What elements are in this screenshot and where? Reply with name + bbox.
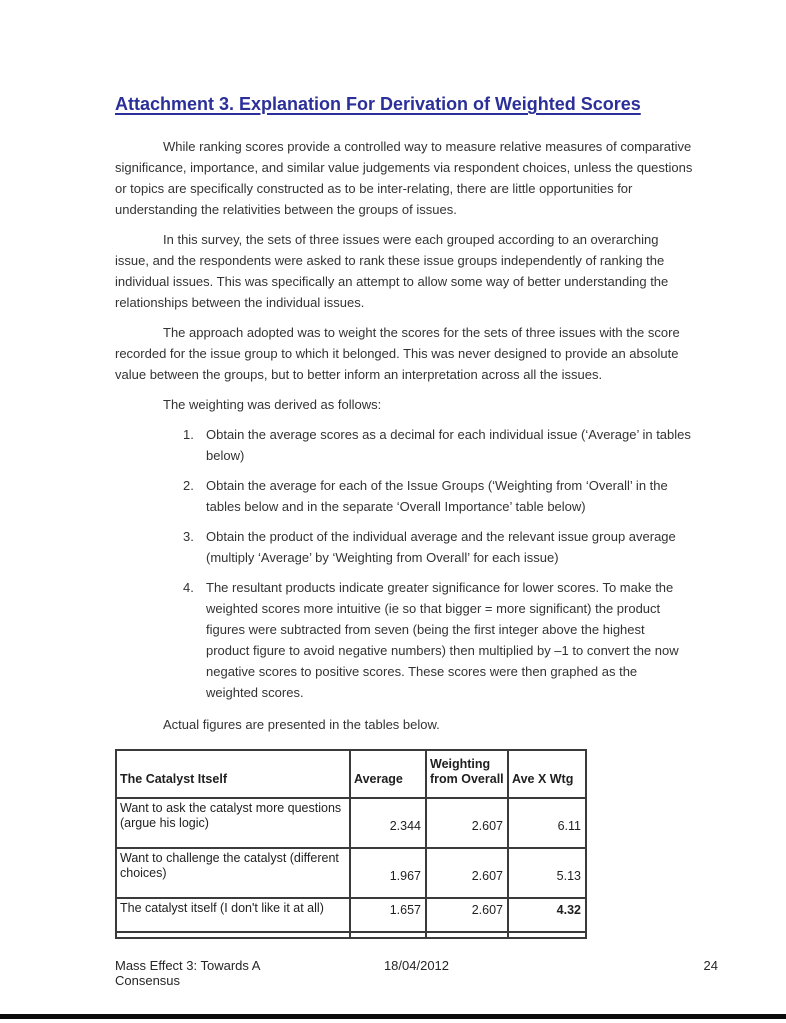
- list-number: 1.: [183, 427, 194, 442]
- header-cell-catalyst-itself: The Catalyst Itself: [116, 750, 350, 798]
- list-text: Obtain the product of the individual average and the relevant issue group average (multiply ‘Average’ by ‘Weighting from Overall’ for each issue): [206, 529, 676, 565]
- list-number: 2.: [183, 478, 194, 493]
- footer-date: 18/04/2012: [383, 958, 450, 973]
- list-text: Obtain the average for each of the Issue Groups (‘Weighting from ‘Overall’ in the tables below and in the separate ‘Overall Importance’ table below): [206, 478, 668, 514]
- page-title: Attachment 3. Explanation For Derivation of Weighted Scores: [115, 94, 641, 114]
- cell-average-value: 1.657: [350, 898, 426, 932]
- footer-page-number: 24: [703, 958, 718, 973]
- cell-weighting-value: 2.607: [426, 798, 508, 848]
- cell-weighting-value: 2.607: [426, 898, 508, 932]
- catalyst-scores-table: [115, 749, 587, 939]
- cell-ave-x-wtg-value: 5.13: [508, 848, 586, 898]
- cell-issue-label: The catalyst itself (I don't like it at all): [116, 898, 350, 932]
- document-page: [115, 93, 693, 939]
- list-item-3: [183, 526, 691, 568]
- derivation-steps-list: [183, 424, 691, 703]
- table-header-row: [116, 750, 586, 798]
- table-row-catalyst-itself: [116, 898, 586, 932]
- header-cell-average: Average: [350, 750, 426, 798]
- list-number: 4.: [183, 580, 194, 595]
- cell-ave-x-wtg-value: 6.11: [508, 798, 586, 848]
- page-bottom-edge-bar: [0, 1014, 786, 1019]
- tables-intro-line: Actual figures are presented in the tables below.: [163, 717, 440, 732]
- header-cell-weighting-from-overall: Weighting from Overall: [426, 750, 508, 798]
- cell-average-value: 2.344: [350, 798, 426, 848]
- list-item-2: [183, 475, 691, 517]
- cell-ave-x-wtg-value: 4.32: [508, 898, 586, 932]
- cell-issue-label: Want to challenge the catalyst (different choices): [116, 848, 350, 898]
- cell-weighting-value: 2.607: [426, 848, 508, 898]
- list-number: 3.: [183, 529, 194, 544]
- header-cell-ave-x-wtg: Ave X Wtg: [508, 750, 586, 798]
- page-footer: [115, 958, 718, 988]
- paragraph-intro-ranking: While ranking scores provide a controlled way to measure relative measures of comparative significance, importance, and similar value judgements via respondent choices, unless the questions or topics are specifically constructed as to be inter-relating, there are little opportunities for understanding the relativities between the groups of issues.: [115, 139, 693, 217]
- list-item-1: [183, 424, 691, 466]
- table-row-challenge-catalyst: [116, 848, 586, 898]
- paragraph-weighting-lead: The weighting was derived as follows:: [163, 397, 382, 412]
- list-text: Obtain the average scores as a decimal for each individual issue (‘Average’ in tables below): [206, 427, 691, 463]
- table-empty-row: [116, 932, 586, 938]
- cell-issue-label: Want to ask the catalyst more questions (argue his logic): [116, 798, 350, 848]
- paragraph-survey-groups: In this survey, the sets of three issues were each grouped according to an overarching issue, and the respondents were asked to rank these issue groups independently of ranking the individual issues. This was specifically an attempt to allow some way of better understanding the relationships between the individual issues.: [115, 232, 669, 310]
- cell-average-value: 1.967: [350, 848, 426, 898]
- table-row-ask-questions: [116, 798, 586, 848]
- footer-doc-title: Mass Effect 3: Towards A Consensus: [115, 958, 260, 988]
- list-item-4: [183, 577, 691, 703]
- list-text: The resultant products indicate greater significance for lower scores. To make the weighted scores more intuitive (ie so that bigger = more significant) the product figures were subtracted from seven (being the first integer above the highest product figure to avoid negative numbers) then multiplied by –1 to convert the now negative scores to positive scores. These scores were then graphed as the weighted scores.: [206, 580, 679, 700]
- paragraph-approach: The approach adopted was to weight the scores for the sets of three issues with the score recorded for the issue group to which it belonged. This was never designed to provide an absolute value between the groups, but to better inform an interpretation across all the issues.: [115, 325, 680, 382]
